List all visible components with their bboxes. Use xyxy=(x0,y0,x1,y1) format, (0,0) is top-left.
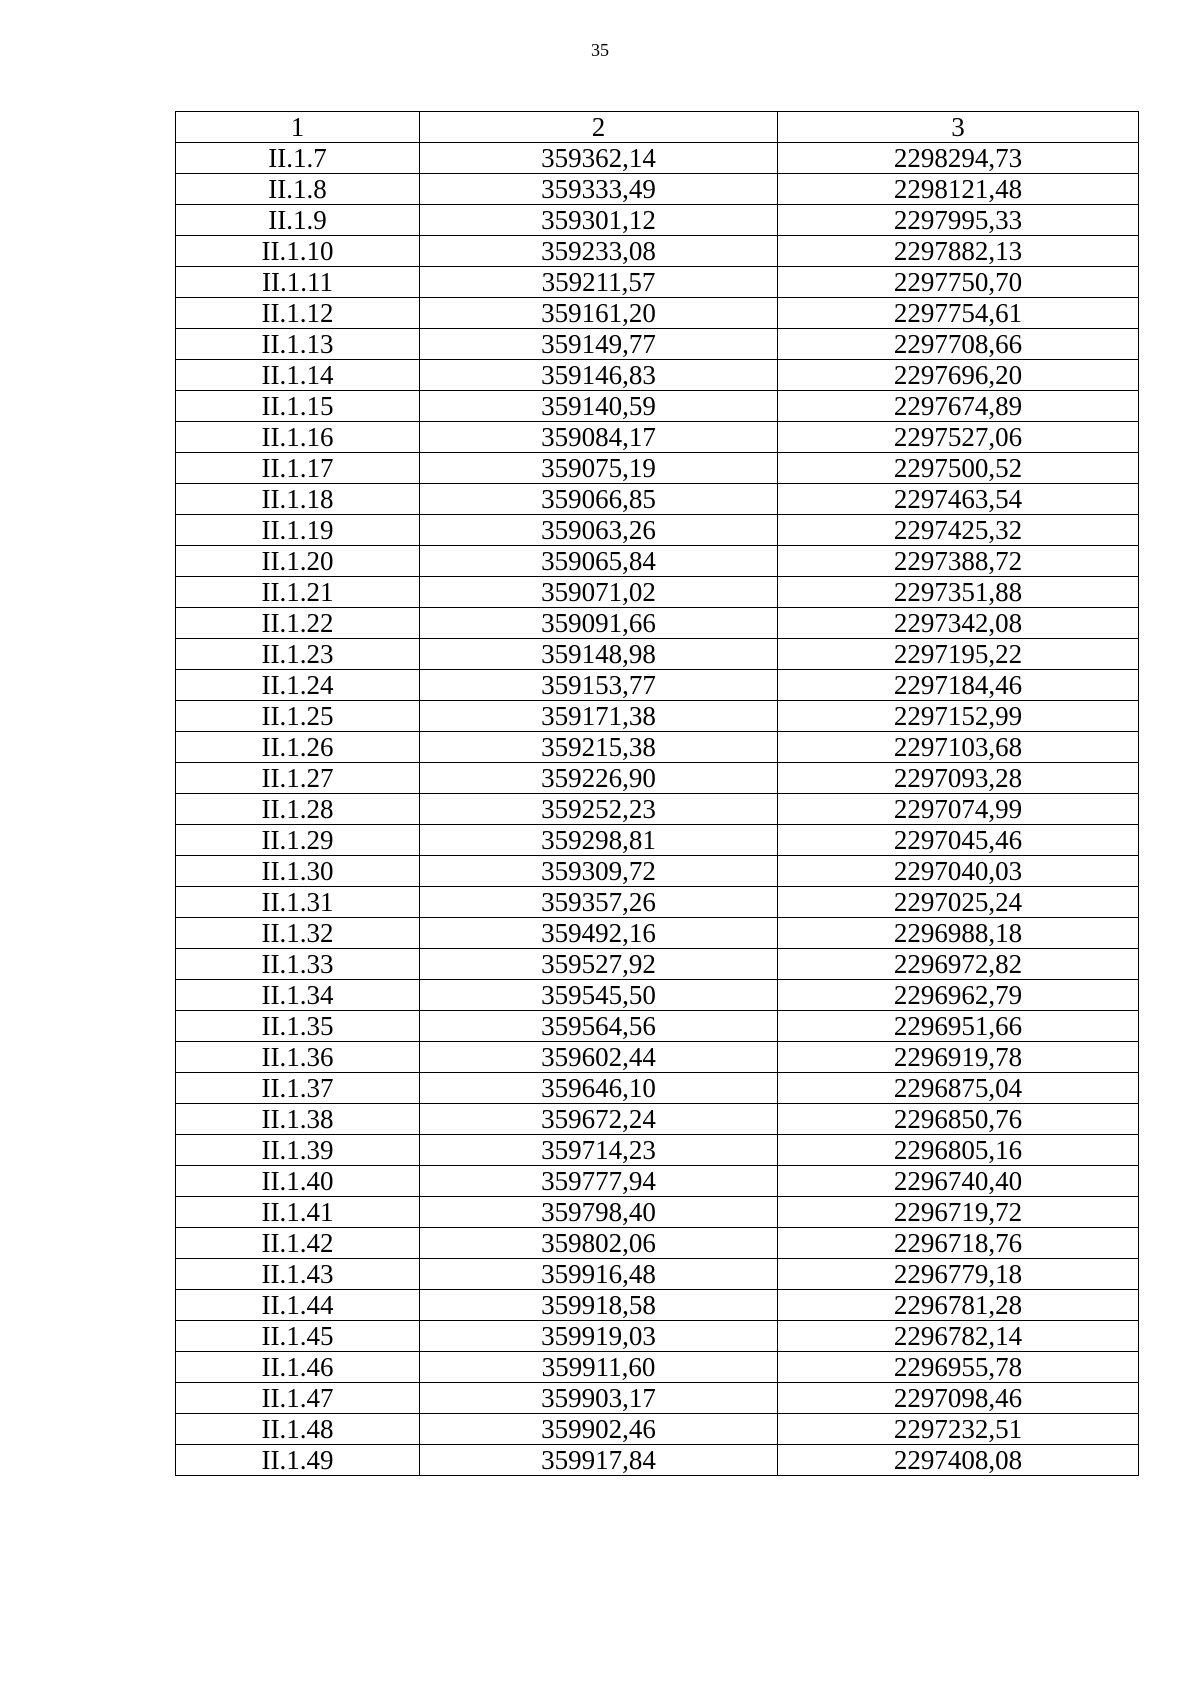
table-row xyxy=(176,360,1139,391)
coordinate-y-cell: 2297045,46 xyxy=(778,825,1139,856)
point-id-cell: II.1.30 xyxy=(176,856,420,887)
coordinate-x-cell: 359309,72 xyxy=(420,856,778,887)
point-id-cell: II.1.45 xyxy=(176,1321,420,1352)
coordinate-x-cell: 359215,38 xyxy=(420,732,778,763)
table-row xyxy=(176,794,1139,825)
column-header-2: 2 xyxy=(420,112,778,143)
table-row xyxy=(176,639,1139,670)
coordinate-x-cell: 359301,12 xyxy=(420,205,778,236)
point-id-cell: II.1.26 xyxy=(176,732,420,763)
table-row xyxy=(176,608,1139,639)
coordinate-x-cell: 359161,20 xyxy=(420,298,778,329)
coordinate-x-cell: 359917,84 xyxy=(420,1445,778,1476)
coordinate-y-cell: 2297463,54 xyxy=(778,484,1139,515)
coordinate-x-cell: 359226,90 xyxy=(420,763,778,794)
coordinate-y-cell: 2297500,52 xyxy=(778,453,1139,484)
point-id-cell: II.1.43 xyxy=(176,1259,420,1290)
coordinate-y-cell: 2297527,06 xyxy=(778,422,1139,453)
point-id-cell: II.1.8 xyxy=(176,174,420,205)
coordinate-x-cell: 359777,94 xyxy=(420,1166,778,1197)
coordinate-y-cell: 2297093,28 xyxy=(778,763,1139,794)
coordinate-y-cell: 2296782,14 xyxy=(778,1321,1139,1352)
coordinate-y-cell: 2297098,46 xyxy=(778,1383,1139,1414)
coordinate-x-cell: 359527,92 xyxy=(420,949,778,980)
table-row xyxy=(176,391,1139,422)
coordinate-y-cell: 2297708,66 xyxy=(778,329,1139,360)
point-id-cell: II.1.17 xyxy=(176,453,420,484)
table-row xyxy=(176,887,1139,918)
table-row xyxy=(176,732,1139,763)
point-id-cell: II.1.11 xyxy=(176,267,420,298)
table-row xyxy=(176,515,1139,546)
coordinate-y-cell: 2296972,82 xyxy=(778,949,1139,980)
point-id-cell: II.1.39 xyxy=(176,1135,420,1166)
table-row xyxy=(176,1445,1139,1476)
coordinate-y-cell: 2297754,61 xyxy=(778,298,1139,329)
table-row xyxy=(176,205,1139,236)
table-row xyxy=(176,670,1139,701)
coordinate-x-cell: 359171,38 xyxy=(420,701,778,732)
coordinate-y-cell: 2297152,99 xyxy=(778,701,1139,732)
table-row xyxy=(176,484,1139,515)
column-header-1: 1 xyxy=(176,112,420,143)
table-row xyxy=(176,267,1139,298)
point-id-cell: II.1.25 xyxy=(176,701,420,732)
table-row xyxy=(176,329,1139,360)
coordinate-y-cell: 2297882,13 xyxy=(778,236,1139,267)
coordinate-y-cell: 2297342,08 xyxy=(778,608,1139,639)
coordinate-y-cell: 2296781,28 xyxy=(778,1290,1139,1321)
table-row xyxy=(176,1228,1139,1259)
table-row xyxy=(176,1290,1139,1321)
point-id-cell: II.1.47 xyxy=(176,1383,420,1414)
coordinate-y-cell: 2297388,72 xyxy=(778,546,1139,577)
coordinate-x-cell: 359918,58 xyxy=(420,1290,778,1321)
table-row xyxy=(176,1383,1139,1414)
coordinate-y-cell: 2297408,08 xyxy=(778,1445,1139,1476)
coordinate-x-cell: 359071,02 xyxy=(420,577,778,608)
table-row xyxy=(176,1166,1139,1197)
point-id-cell: II.1.19 xyxy=(176,515,420,546)
table-row xyxy=(176,1135,1139,1166)
coordinate-y-cell: 2298121,48 xyxy=(778,174,1139,205)
table-row xyxy=(176,918,1139,949)
coordinates-table xyxy=(175,111,1139,1476)
point-id-cell: II.1.33 xyxy=(176,949,420,980)
coordinate-y-cell: 2296919,78 xyxy=(778,1042,1139,1073)
point-id-cell: II.1.37 xyxy=(176,1073,420,1104)
table-row xyxy=(176,577,1139,608)
coordinate-y-cell: 2297425,32 xyxy=(778,515,1139,546)
point-id-cell: II.1.16 xyxy=(176,422,420,453)
point-id-cell: II.1.22 xyxy=(176,608,420,639)
point-id-cell: II.1.48 xyxy=(176,1414,420,1445)
table-row xyxy=(176,1352,1139,1383)
coordinate-x-cell: 359492,16 xyxy=(420,918,778,949)
coordinate-x-cell: 359672,24 xyxy=(420,1104,778,1135)
table-row xyxy=(176,236,1139,267)
coordinate-y-cell: 2296850,76 xyxy=(778,1104,1139,1135)
point-id-cell: II.1.24 xyxy=(176,670,420,701)
coordinate-x-cell: 359919,03 xyxy=(420,1321,778,1352)
point-id-cell: II.1.18 xyxy=(176,484,420,515)
coordinate-x-cell: 359564,56 xyxy=(420,1011,778,1042)
table-header-row xyxy=(176,112,1139,143)
table-row xyxy=(176,980,1139,1011)
table-row xyxy=(176,1259,1139,1290)
coordinate-x-cell: 359916,48 xyxy=(420,1259,778,1290)
coordinate-x-cell: 359211,57 xyxy=(420,267,778,298)
coordinate-y-cell: 2297674,89 xyxy=(778,391,1139,422)
coordinate-x-cell: 359146,83 xyxy=(420,360,778,391)
point-id-cell: II.1.31 xyxy=(176,887,420,918)
point-id-cell: II.1.10 xyxy=(176,236,420,267)
coordinate-x-cell: 359333,49 xyxy=(420,174,778,205)
table-row xyxy=(176,453,1139,484)
point-id-cell: II.1.35 xyxy=(176,1011,420,1042)
table-body xyxy=(176,143,1139,1476)
table-row xyxy=(176,763,1139,794)
table-row xyxy=(176,1197,1139,1228)
coordinate-y-cell: 2296875,04 xyxy=(778,1073,1139,1104)
table-row xyxy=(176,856,1139,887)
point-id-cell: II.1.12 xyxy=(176,298,420,329)
coordinate-y-cell: 2296719,72 xyxy=(778,1197,1139,1228)
point-id-cell: II.1.49 xyxy=(176,1445,420,1476)
coordinate-x-cell: 359714,23 xyxy=(420,1135,778,1166)
coordinate-y-cell: 2296951,66 xyxy=(778,1011,1139,1042)
table-row xyxy=(176,949,1139,980)
coordinate-y-cell: 2296988,18 xyxy=(778,918,1139,949)
coordinate-y-cell: 2297696,20 xyxy=(778,360,1139,391)
coordinate-x-cell: 359066,85 xyxy=(420,484,778,515)
point-id-cell: II.1.34 xyxy=(176,980,420,1011)
table-row xyxy=(176,701,1139,732)
coordinate-x-cell: 359798,40 xyxy=(420,1197,778,1228)
point-id-cell: II.1.42 xyxy=(176,1228,420,1259)
coordinate-y-cell: 2297103,68 xyxy=(778,732,1139,763)
table-row xyxy=(176,298,1139,329)
coordinate-x-cell: 359298,81 xyxy=(420,825,778,856)
coordinate-x-cell: 359802,06 xyxy=(420,1228,778,1259)
point-id-cell: II.1.7 xyxy=(176,143,420,174)
point-id-cell: II.1.36 xyxy=(176,1042,420,1073)
table-row xyxy=(176,174,1139,205)
coordinate-x-cell: 359149,77 xyxy=(420,329,778,360)
point-id-cell: II.1.40 xyxy=(176,1166,420,1197)
coordinate-x-cell: 359140,59 xyxy=(420,391,778,422)
coordinate-x-cell: 359233,08 xyxy=(420,236,778,267)
coordinate-x-cell: 359357,26 xyxy=(420,887,778,918)
coordinate-y-cell: 2297195,22 xyxy=(778,639,1139,670)
point-id-cell: II.1.27 xyxy=(176,763,420,794)
coordinate-y-cell: 2296805,16 xyxy=(778,1135,1139,1166)
point-id-cell: II.1.41 xyxy=(176,1197,420,1228)
point-id-cell: II.1.21 xyxy=(176,577,420,608)
coordinate-x-cell: 359084,17 xyxy=(420,422,778,453)
table-row xyxy=(176,1073,1139,1104)
coordinate-x-cell: 359646,10 xyxy=(420,1073,778,1104)
coordinate-y-cell: 2297750,70 xyxy=(778,267,1139,298)
coordinate-x-cell: 359091,66 xyxy=(420,608,778,639)
coordinate-y-cell: 2297025,24 xyxy=(778,887,1139,918)
coordinate-y-cell: 2297351,88 xyxy=(778,577,1139,608)
coordinate-y-cell: 2297232,51 xyxy=(778,1414,1139,1445)
coordinate-x-cell: 359075,19 xyxy=(420,453,778,484)
coordinate-y-cell: 2297040,03 xyxy=(778,856,1139,887)
coordinate-y-cell: 2296718,76 xyxy=(778,1228,1139,1259)
table-row xyxy=(176,422,1139,453)
coordinate-x-cell: 359903,17 xyxy=(420,1383,778,1414)
coordinate-y-cell: 2296962,79 xyxy=(778,980,1139,1011)
coordinate-x-cell: 359063,26 xyxy=(420,515,778,546)
coordinate-x-cell: 359911,60 xyxy=(420,1352,778,1383)
coordinate-x-cell: 359065,84 xyxy=(420,546,778,577)
coordinate-x-cell: 359153,77 xyxy=(420,670,778,701)
table-row xyxy=(176,1321,1139,1352)
point-id-cell: II.1.14 xyxy=(176,360,420,391)
point-id-cell: II.1.15 xyxy=(176,391,420,422)
table-row xyxy=(176,1104,1139,1135)
point-id-cell: II.1.38 xyxy=(176,1104,420,1135)
coordinate-y-cell: 2298294,73 xyxy=(778,143,1139,174)
coordinate-y-cell: 2297074,99 xyxy=(778,794,1139,825)
coordinate-x-cell: 359252,23 xyxy=(420,794,778,825)
table-row xyxy=(176,1011,1139,1042)
table-row xyxy=(176,825,1139,856)
table-row xyxy=(176,546,1139,577)
point-id-cell: II.1.23 xyxy=(176,639,420,670)
coordinate-x-cell: 359362,14 xyxy=(420,143,778,174)
table-row xyxy=(176,1042,1139,1073)
coordinate-y-cell: 2296740,40 xyxy=(778,1166,1139,1197)
coordinate-y-cell: 2297184,46 xyxy=(778,670,1139,701)
table-row xyxy=(176,1414,1139,1445)
column-header-3: 3 xyxy=(778,112,1139,143)
point-id-cell: II.1.28 xyxy=(176,794,420,825)
point-id-cell: II.1.29 xyxy=(176,825,420,856)
page-number: 35 xyxy=(591,40,609,60)
table-row xyxy=(176,143,1139,174)
coordinate-x-cell: 359148,98 xyxy=(420,639,778,670)
coordinate-y-cell: 2297995,33 xyxy=(778,205,1139,236)
coordinate-y-cell: 2296955,78 xyxy=(778,1352,1139,1383)
point-id-cell: II.1.32 xyxy=(176,918,420,949)
point-id-cell: II.1.44 xyxy=(176,1290,420,1321)
point-id-cell: II.1.46 xyxy=(176,1352,420,1383)
point-id-cell: II.1.9 xyxy=(176,205,420,236)
coordinate-x-cell: 359602,44 xyxy=(420,1042,778,1073)
point-id-cell: II.1.20 xyxy=(176,546,420,577)
coordinate-y-cell: 2296779,18 xyxy=(778,1259,1139,1290)
point-id-cell: II.1.13 xyxy=(176,329,420,360)
coordinate-x-cell: 359902,46 xyxy=(420,1414,778,1445)
coordinate-x-cell: 359545,50 xyxy=(420,980,778,1011)
